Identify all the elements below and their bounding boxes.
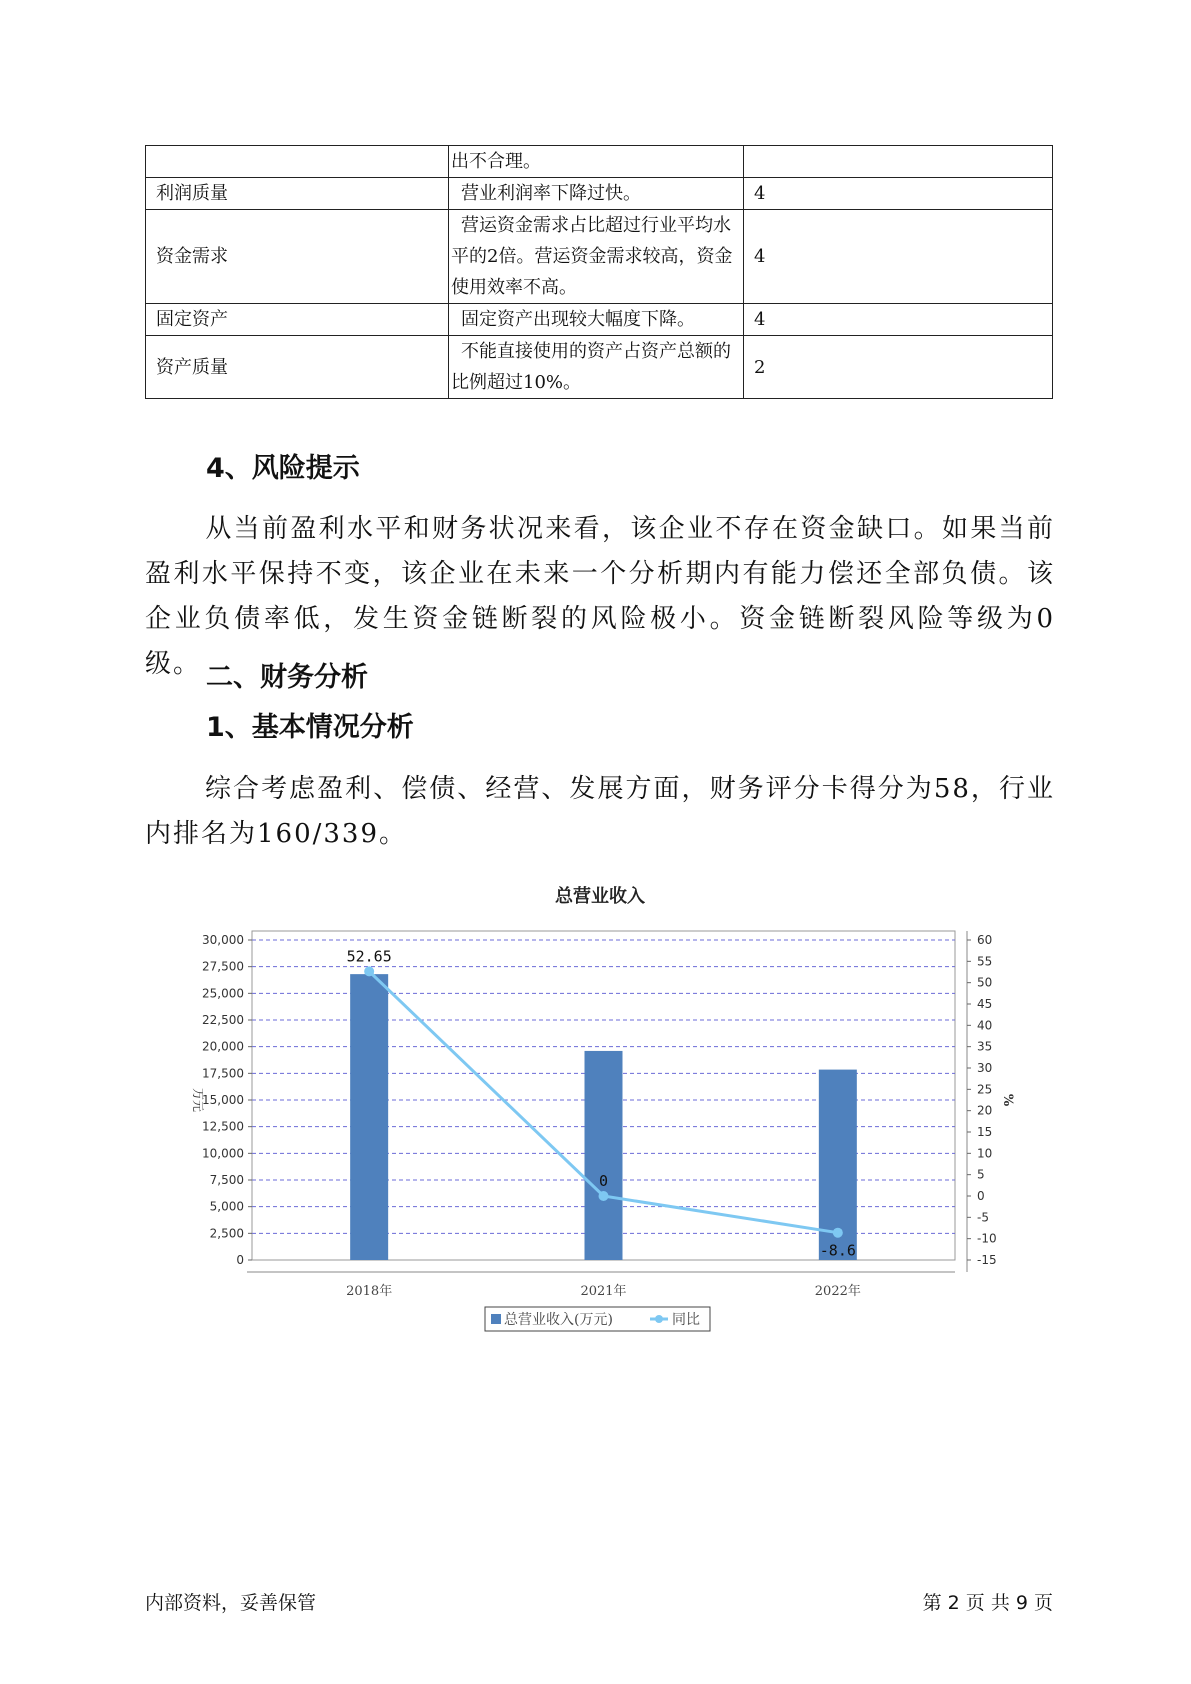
table-cell-item: 资产质量 [146, 336, 449, 399]
y2-tick-label: 30 [977, 1061, 993, 1075]
y-tick-label: 17,500 [202, 1066, 244, 1081]
yoy-data-label: 0 [598, 1172, 609, 1190]
legend-label-yoy: 同比 [672, 1312, 700, 1328]
table-cell-score: 2 [744, 336, 1053, 399]
chart-title: 总营业收入 [555, 886, 645, 907]
yoy-data-label: -8.6 [819, 1241, 856, 1260]
y-tick-label: 15,000 [202, 1093, 244, 1107]
table-cell-score: 4 [744, 178, 1053, 210]
y2-tick-label: 15 [977, 1125, 993, 1139]
y-tick-label: 12,500 [202, 1119, 244, 1134]
financial-analysis-heading: 二、财务分析 [206, 662, 368, 693]
table-row [146, 304, 1053, 336]
risk-heading: 4、风险提示 [206, 453, 360, 484]
revenue-bar [585, 1051, 623, 1260]
footer-page-number: 第 2 页 共 9 页 [922, 1592, 1053, 1614]
legend-swatch-yoy-dot [655, 1315, 663, 1323]
y-tick-label: 20,000 [202, 1039, 244, 1054]
y2-tick-label: 55 [977, 954, 993, 969]
y2-axis-label: % [1000, 1093, 1015, 1107]
x-tick-label: 2018年 [346, 1284, 393, 1299]
table-cell-item: 固定资产 [146, 304, 449, 336]
footer-confidential: 内部资料，妥善保管 [145, 1592, 317, 1614]
table-cell-item [146, 146, 449, 178]
yoy-point [599, 1191, 609, 1201]
x-tick-label: 2022年 [814, 1284, 861, 1299]
table-cell-item: 资金需求 [146, 210, 449, 304]
yoy-point [364, 966, 374, 976]
y2-tick-label: 45 [977, 997, 993, 1011]
y-tick-label: 2,500 [209, 1226, 244, 1241]
y2-tick-label: -10 [977, 1231, 997, 1246]
y2-tick-label: 35 [977, 1039, 993, 1054]
table-cell-desc: 不能直接使用的资产占资产总额的比例超过10%。 [449, 336, 744, 399]
basic-analysis-heading: 1、基本情况分析 [206, 712, 414, 743]
table-row [146, 336, 1053, 399]
y2-tick-label: 25 [977, 1082, 993, 1097]
y-tick-label: 27,500 [202, 959, 244, 974]
table-row [146, 146, 1053, 178]
table-cell-desc: 营运资金需求占比超过行业平均水平的2倍。营运资金需求较高，资金使用效率不高。 [449, 210, 744, 304]
y-tick-label: 10,000 [202, 1146, 244, 1161]
y2-tick-label: -15 [977, 1253, 997, 1267]
yoy-point [833, 1228, 843, 1238]
y2-tick-label: 10 [977, 1146, 993, 1161]
y2-tick-label: 40 [977, 1018, 993, 1033]
table-cell-score: 4 [744, 304, 1053, 336]
risk-table [145, 145, 1053, 399]
table-cell-item: 利润质量 [146, 178, 449, 210]
legend-swatch-revenue [491, 1314, 501, 1324]
y2-tick-label: 60 [977, 933, 993, 947]
table-cell-score [744, 146, 1053, 178]
y-tick-label: 25,000 [202, 986, 244, 1001]
y2-tick-label: 0 [977, 1189, 985, 1203]
yoy-data-label: 52.65 [346, 947, 392, 966]
revenue-bar [350, 974, 388, 1260]
y-tick-label: 0 [236, 1253, 244, 1267]
y-axis-label: 万元 [191, 1087, 205, 1113]
table-cell-desc: 固定资产出现较大幅度下降。 [449, 304, 744, 336]
table-row [146, 178, 1053, 210]
table-cell-score: 4 [744, 210, 1053, 304]
risk-paragraph: 从当前盈利水平和财务状况来看，该企业不存在资金缺口。如果当前盈利水平保持不变，该企业在未来一个分析期内有能力偿还全部负债。该企业负债率低，发生资金链断裂的风险极小。资金链断裂风险等级为0级。 [145, 514, 1055, 679]
basic-paragraph: 综合考虑盈利、偿债、经营、发展方面，财务评分卡得分为58，行业内排名为160/339。 [145, 774, 1055, 849]
legend-label-revenue: 总营业收入(万元) [504, 1312, 613, 1328]
revenue-chart [170, 880, 1020, 1350]
table-row [146, 210, 1053, 304]
table-cell-desc: 营业利润率下降过快。 [449, 178, 744, 210]
x-tick-label: 2021年 [580, 1284, 627, 1299]
y-tick-label: 30,000 [202, 933, 244, 947]
y2-tick-label: 50 [977, 975, 993, 990]
y-tick-label: 22,500 [202, 1013, 244, 1027]
y-tick-label: 7,500 [209, 1173, 244, 1187]
y2-tick-label: 20 [977, 1103, 993, 1118]
y-tick-label: 5,000 [209, 1199, 244, 1214]
y2-tick-label: -5 [977, 1210, 989, 1225]
y2-tick-label: 5 [977, 1167, 985, 1182]
table-cell-desc: 出不合理。 [449, 146, 744, 178]
